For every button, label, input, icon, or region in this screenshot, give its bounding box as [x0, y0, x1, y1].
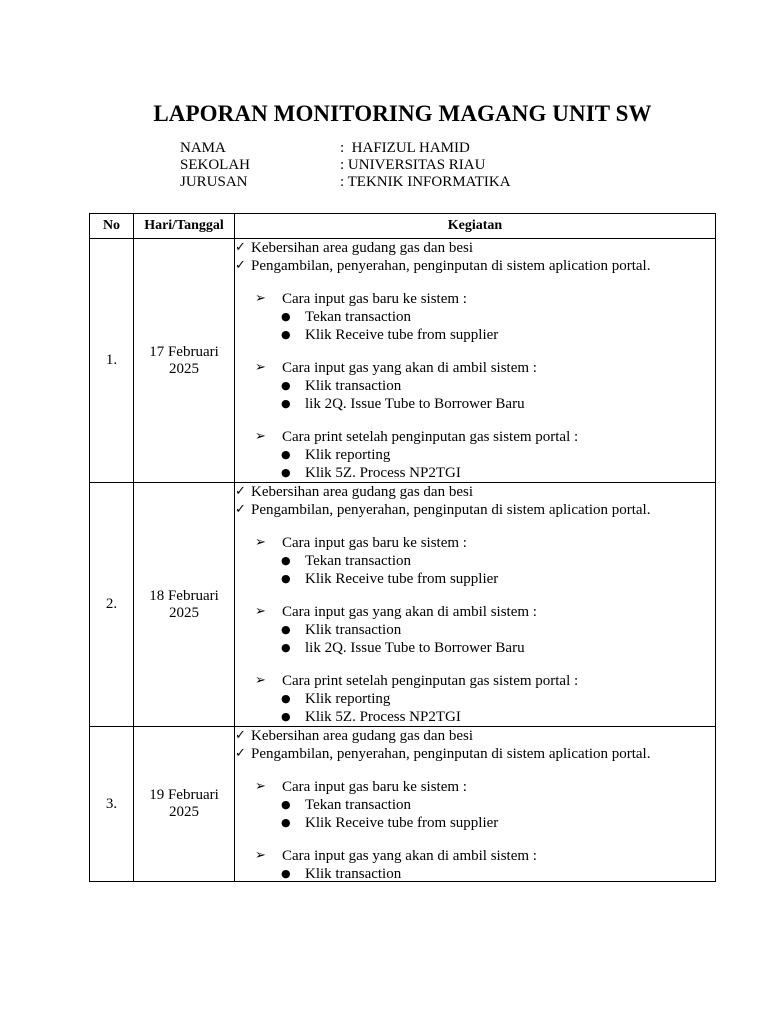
activity-group — [235, 603, 715, 657]
round-bullet-icon: ● — [281, 466, 291, 479]
list-item — [235, 865, 715, 881]
arrowhead-bullet-icon: ➢ — [255, 779, 266, 794]
list-item-text: Klik 5Z. Process NP2TGI — [305, 465, 461, 481]
list-item-text: Klik Receive tube from supplier — [305, 571, 499, 587]
check-mark-icon: ✓ — [235, 746, 246, 761]
activity-group — [235, 778, 715, 832]
list-item — [235, 326, 715, 344]
list-item-text: Klik Receive tube from supplier — [305, 327, 499, 343]
info-row-nama — [180, 140, 511, 157]
header-activity: Kegiatan — [235, 214, 716, 239]
row-date — [134, 239, 235, 483]
list-item-text: Klik Receive tube from supplier — [305, 815, 499, 831]
round-bullet-icon: ● — [281, 798, 291, 811]
check-item-text: Pengambilan, penyerahan, penginputan di sistem aplication portal. — [251, 746, 651, 762]
info-value: : TEKNIK INFORMATIKA — [340, 174, 511, 190]
round-bullet-icon: ● — [281, 310, 291, 323]
list-item — [235, 708, 715, 726]
list-item-text: Klik transaction — [305, 622, 402, 638]
activity-group — [235, 290, 715, 344]
info-row-sekolah — [180, 157, 511, 174]
group-heading — [235, 603, 715, 621]
list-item — [235, 552, 715, 570]
check-mark-icon: ✓ — [235, 502, 246, 517]
list-item — [235, 464, 715, 482]
header-date: Hari/Tanggal — [134, 214, 235, 239]
list-item-text: lik 2Q. Issue Tube to Borrower Baru — [305, 640, 525, 656]
check-mark-icon: ✓ — [235, 258, 246, 273]
table-body — [90, 239, 716, 882]
list-item-text: Klik reporting — [305, 691, 391, 707]
check-item-text: Kebersihan area gudang gas dan besi — [251, 728, 473, 744]
check-mark-icon: ✓ — [235, 728, 246, 743]
check-item — [235, 483, 715, 501]
round-bullet-icon: ● — [281, 328, 291, 341]
check-item-text: Pengambilan, penyerahan, penginputan di sistem aplication portal. — [251, 258, 651, 274]
arrowhead-bullet-icon: ➢ — [255, 604, 266, 619]
report-title: LAPORAN MONITORING MAGANG UNIT SW — [153, 101, 652, 126]
group-heading — [235, 534, 715, 552]
group-heading-text: Cara input gas yang akan di ambil sistem : — [282, 604, 537, 620]
date-line: 2025 — [169, 604, 199, 621]
group-heading-text: Cara input gas yang akan di ambil sistem : — [282, 360, 537, 376]
check-item-text: Pengambilan, penyerahan, penginputan di sistem aplication portal. — [251, 502, 651, 518]
list-item — [235, 690, 715, 708]
student-info — [180, 140, 511, 191]
group-heading-text: Cara print setelah penginputan gas sistem portal : — [282, 429, 579, 445]
activity-group — [235, 534, 715, 588]
activity-group — [235, 359, 715, 413]
list-item-text: Klik transaction — [305, 378, 402, 394]
list-item-text: Tekan transaction — [305, 553, 411, 569]
table-row — [90, 483, 716, 727]
info-value: : UNIVERSITAS RIAU — [340, 157, 486, 173]
check-item — [235, 745, 715, 763]
date-line: 19 Februari — [149, 787, 219, 803]
list-item — [235, 814, 715, 832]
check-mark-icon: ✓ — [235, 240, 246, 255]
row-number: 1. — [90, 239, 134, 483]
row-number: 2. — [90, 483, 134, 727]
arrowhead-bullet-icon: ➢ — [255, 429, 266, 444]
table-row — [90, 239, 716, 483]
arrowhead-bullet-icon: ➢ — [255, 535, 266, 550]
row-date — [134, 483, 235, 727]
row-date — [134, 727, 235, 882]
list-item-text: lik 2Q. Issue Tube to Borrower Baru — [305, 396, 525, 412]
group-heading-text: Cara input gas baru ke sistem : — [282, 535, 467, 551]
group-heading-text: Cara print setelah penginputan gas sistem portal : — [282, 673, 579, 689]
round-bullet-icon: ● — [281, 641, 291, 654]
info-label: NAMA — [180, 140, 226, 156]
list-item — [235, 395, 715, 413]
list-item — [235, 308, 715, 326]
info-label: SEKOLAH — [180, 157, 250, 173]
group-heading-text: Cara input gas yang akan di ambil sistem : — [282, 848, 537, 864]
list-item-text: Klik 5Z. Process NP2TGI — [305, 709, 461, 725]
group-heading — [235, 847, 715, 865]
activity-group — [235, 428, 715, 482]
info-value: : HAFIZUL HAMID — [340, 140, 470, 156]
header-no: No — [90, 214, 134, 239]
round-bullet-icon: ● — [281, 448, 291, 461]
list-item-text: Tekan transaction — [305, 309, 411, 325]
group-heading-text: Cara input gas baru ke sistem : — [282, 291, 467, 307]
round-bullet-icon: ● — [281, 816, 291, 829]
group-heading-text: Cara input gas baru ke sistem : — [282, 779, 467, 795]
check-item — [235, 239, 715, 257]
check-item-text: Kebersihan area gudang gas dan besi — [251, 240, 473, 256]
activity-group — [235, 847, 715, 881]
arrowhead-bullet-icon: ➢ — [255, 360, 266, 375]
round-bullet-icon: ● — [281, 554, 291, 567]
date-line: 17 Februari — [149, 343, 219, 360]
list-item — [235, 377, 715, 395]
list-item — [235, 621, 715, 639]
check-mark-icon: ✓ — [235, 484, 246, 499]
group-heading — [235, 672, 715, 690]
list-item — [235, 570, 715, 588]
check-item — [235, 727, 715, 745]
row-number: 3. — [90, 727, 134, 882]
group-heading — [235, 290, 715, 308]
arrowhead-bullet-icon: ➢ — [255, 848, 266, 863]
group-heading — [235, 428, 715, 446]
check-item-text: Kebersihan area gudang gas dan besi — [251, 484, 473, 500]
info-label: JURUSAN — [180, 174, 248, 190]
info-row-jurusan — [180, 174, 511, 191]
list-item — [235, 639, 715, 657]
round-bullet-icon: ● — [281, 867, 291, 880]
check-item — [235, 257, 715, 275]
activity-group — [235, 672, 715, 726]
round-bullet-icon: ● — [281, 710, 291, 723]
date-line: 2025 — [169, 804, 199, 820]
row-activities — [235, 239, 716, 483]
check-item — [235, 501, 715, 519]
list-item-text: Tekan transaction — [305, 797, 411, 813]
round-bullet-icon: ● — [281, 379, 291, 392]
round-bullet-icon: ● — [281, 623, 291, 636]
list-item — [235, 796, 715, 814]
date-line: 2025 — [169, 360, 199, 377]
table-row — [90, 727, 716, 882]
list-item-text: Klik reporting — [305, 447, 391, 463]
list-item — [235, 446, 715, 464]
date-line: 18 Februari — [149, 587, 219, 604]
round-bullet-icon: ● — [281, 572, 291, 585]
round-bullet-icon: ● — [281, 692, 291, 705]
list-item-text: Klik transaction — [305, 866, 402, 881]
activity-table — [89, 213, 716, 882]
round-bullet-icon: ● — [281, 397, 291, 410]
group-heading — [235, 359, 715, 377]
row-activities — [235, 727, 716, 882]
table-header-row — [90, 214, 716, 239]
row-activities — [235, 483, 716, 727]
arrowhead-bullet-icon: ➢ — [255, 291, 266, 306]
arrowhead-bullet-icon: ➢ — [255, 673, 266, 688]
group-heading — [235, 778, 715, 796]
